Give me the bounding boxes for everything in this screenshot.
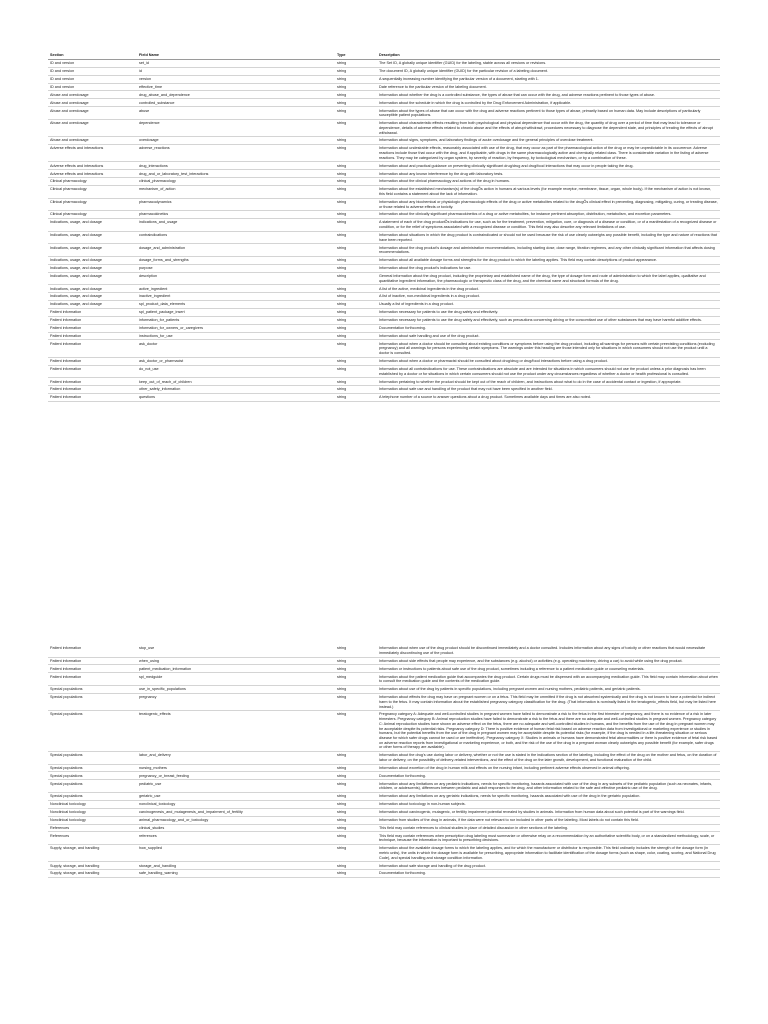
cell-description: Information from studies of the drug in animals, if the data were not relevant to nor included in other parts of the labeling. Most labels do not contain this field. [377, 816, 720, 824]
cell-description: Information about effects the drug may have on pregnant women or on a fetus. This field may be ommitted if the drug is not absorbed systemically and the drug is not known to have a potential for indirect harm to the fetus. It may contain information about the established pregnancy category classification for the drug. (That information is nominally listed in the teratogenic_effects field, but may be listed here instead.) [377, 693, 720, 710]
cell-type: string [335, 231, 377, 244]
table-row [48, 332, 720, 340]
cell-field-name: keep_out_of_reach_of_children [137, 378, 335, 386]
table-row [48, 119, 720, 136]
cell-description: Information about all available dosage forms and strengths for the drug product to which the labeling applies. This field may contain descriptions of product appearance. [377, 256, 720, 264]
cell-type: string [335, 324, 377, 332]
cell-field-name: information_for_owners_or_caregivers [137, 324, 335, 332]
cell-section: Indications, usage, and dosage [48, 219, 137, 232]
cell-type: string [335, 198, 377, 211]
cell-description: Usually a list of ingredients in a drug product. [377, 301, 720, 309]
cell-description: Information about safe storage and handling of the drug product. [377, 862, 720, 870]
header-description: Description [377, 52, 720, 59]
fields-table-1 [48, 52, 720, 402]
cell-section: ID and version [48, 59, 137, 67]
table-row [48, 832, 720, 845]
cell-field-name: nursing_mothers [137, 764, 335, 772]
cell-type: string [335, 316, 377, 324]
cell-field-name: nonclinical_toxicology [137, 800, 335, 808]
cell-field-name: drug_and_or_laboratory_test_interactions [137, 170, 335, 178]
cell-section: Abuse and overdosage [48, 119, 137, 136]
cell-field-name: safe_handling_warning [137, 870, 335, 878]
cell-section: Indications, usage, and dosage [48, 256, 137, 264]
cell-field-name: set_id [137, 59, 335, 67]
cell-section: Patient information [48, 386, 137, 394]
cell-section: Clinical pharmacology [48, 178, 137, 186]
table-row [48, 67, 720, 75]
table-row [48, 870, 720, 878]
cell-section: Patient information [48, 365, 137, 378]
cell-type: string [335, 792, 377, 800]
cell-description: Information about whether the drug is a controlled substance, the types of abuse that can occur with the drug, and adverse reactions pertinent to those types of abuse. [377, 91, 720, 99]
cell-type: string [335, 308, 377, 316]
cell-field-name: when_using [137, 657, 335, 665]
cell-type: string [335, 824, 377, 832]
cell-section: Patient information [48, 657, 137, 665]
cell-section: Indications, usage, and dosage [48, 231, 137, 244]
cell-description: Documentation forthcoming. [377, 772, 720, 780]
cell-field-name: animal_pharmacology_and_or_toxicology [137, 816, 335, 824]
table-row [48, 285, 720, 293]
cell-section: Nonclinical toxicology [48, 808, 137, 816]
table-row [48, 308, 720, 316]
cell-field-name: how_supplied [137, 844, 335, 861]
table-row [48, 99, 720, 107]
table-row [48, 91, 720, 99]
table-row [48, 751, 720, 764]
cell-field-name: version [137, 75, 335, 83]
table-row [48, 340, 720, 357]
cell-field-name: spl_product_data_elements [137, 301, 335, 309]
cell-description: Documentation forthcoming. [377, 324, 720, 332]
cell-section: Patient information [48, 357, 137, 365]
cell-type: string [335, 816, 377, 824]
table-row [48, 178, 720, 186]
cell-type: string [335, 800, 377, 808]
table-row [48, 219, 720, 232]
cell-type: string [335, 107, 377, 120]
table-row [48, 59, 720, 67]
table-row [48, 137, 720, 145]
cell-field-name: pharmacokinetics [137, 211, 335, 219]
cell-type: string [335, 83, 377, 91]
cell-description: Information about any limitations on any geriatric indications, needs for specific monitoring, hazards associated with use of the drug in the geriatric population. [377, 792, 720, 800]
cell-type: string [335, 211, 377, 219]
cell-description: Date reference to the particular version of the labeling document. [377, 83, 720, 91]
cell-description: Information about the drug product's indications for use. [377, 264, 720, 272]
cell-field-name: spl_patient_package_insert [137, 308, 335, 316]
cell-description: Information about when a doctor or pharmacist should be consulted about drug/drug or drug/food interactions before using a drug product. [377, 357, 720, 365]
table-row [48, 244, 720, 257]
cell-description: Information about when use of the drug product should be discontinued immediately and a doctor consulted. Includes information about any signs of toxicity or other reactions that would necessitate immediately discontinuing use of the product. [377, 645, 720, 657]
cell-type: string [335, 711, 377, 752]
table-row [48, 816, 720, 824]
cell-description: Information about the available dosage forms to which the labeling applies, and for which the manufacturer or distributor is responsible. This field ordinarily includes the strength of the dosage form (in metric units), the units in which the dosage form is available for prescribing, appropriate information to facilitate identification of the dosage forms (such as shape, color, coating, scoring, and National Drug Code), and special handling and storage condition information. [377, 844, 720, 861]
table-row [48, 772, 720, 780]
table-row [48, 693, 720, 710]
cell-description: Information about and practical guidance on preventing clinically significant drug/drug and drug/food interactions that may occur in people taking the drug. [377, 162, 720, 170]
cell-type: string [335, 780, 377, 793]
cell-description: Information necessary for patients to use the drug safely and effectively. [377, 308, 720, 316]
cell-description: A sequentially increasing number identifying the particular version of a document, starting with 1. [377, 75, 720, 83]
cell-type: string [335, 293, 377, 301]
cell-section: Clinical pharmacology [48, 198, 137, 211]
cell-type: string [335, 394, 377, 402]
cell-description: Information about the drug's use during labor or delivery, whether or not the use is stated in the indications section of the labeling, including the effect of the drug on the mother and fetus, on the duration of labor or delivery, on the possibility of delivery-related interventions, and the effect of the drug on the later growth, development, and functional maturation of the child. [377, 751, 720, 764]
cell-type: string [335, 332, 377, 340]
cell-type: string [335, 386, 377, 394]
cell-section: Patient information [48, 673, 137, 686]
cell-section: Supply, storage, and handling [48, 844, 137, 861]
cell-field-name: active_ingredient [137, 285, 335, 293]
cell-field-name: ask_doctor_or_pharmacist [137, 357, 335, 365]
table-page-1 [48, 52, 720, 402]
cell-type: string [335, 685, 377, 693]
cell-section: Special populations [48, 693, 137, 710]
cell-description: Pregnancy category A: Adequate and well-controlled studies in pregnant women have failed to demonstrate a risk to the fetus in the first trimester of pregnancy, and there is no evidence of a risk in later trimesters. Pregnancy category B: Animal reproduction studies have failed to demonstrate a risk to the fetus and there are no adequate and well-controlled studies in pregnant women. Pregnancy category C: Animal reproduction studies have shown an adverse effect on the fetus, there are no adequate and well-controlled studies in humans, and the benefits from the use of the drug in pregnant women may be acceptable despite its potential risks. Pregnancy category D: There is positive evidence of human fetal risk based on adverse reaction data from investigational or marketing experience or studies in humans, but the potential benefits from the use of the drug in pregnant women may be acceptable despite its potential risks (for example, if the drug is needed in a life-threatening situation or serious disease for which safer drugs cannot be used or are ineffective). Pregnancy category X: Studies in animals or humans have demonstrated fetal abnormalities or there is positive evidence of fetal risk based on adverse reaction reports from investigational or marketing experience, or both, and the risk of the use of the drug in a pregnant woman clearly outweighs any possible benefit (for example, safer drugs or other forms of therapy are available). [377, 711, 720, 752]
table-row [48, 378, 720, 386]
cell-type: string [335, 67, 377, 75]
table-header-row [48, 52, 720, 59]
cell-description: Information about use of the drug by patients in specific populations, including pregnant women and nursing mothers, pediatric patients, and geriatric patients. [377, 685, 720, 693]
cell-field-name: information_for_patients [137, 316, 335, 324]
cell-section: Special populations [48, 685, 137, 693]
cell-section: Adverse effects and interactions [48, 162, 137, 170]
table-row [48, 293, 720, 301]
cell-description: Information about the types of abuse that can occur with the drug and adverse reactions pertinent to those types of abuse, primarily based on human data. May include descriptions of particularly susceptible patient populations. [377, 107, 720, 120]
cell-description: Information or instructions to patients about safe use of the drug product, sometimes including a reference to a patient medication guide or counseling materials. [377, 665, 720, 673]
table-row [48, 324, 720, 332]
table-row [48, 365, 720, 378]
cell-description: A list of inactive, non-medicinal ingredients in a drug product. [377, 293, 720, 301]
cell-section: ID and version [48, 75, 137, 83]
table-row [48, 665, 720, 673]
cell-section: References [48, 824, 137, 832]
table-row [48, 844, 720, 861]
cell-type: string [335, 645, 377, 657]
table-row [48, 386, 720, 394]
cell-section: Clinical pharmacology [48, 211, 137, 219]
cell-field-name: overdosage [137, 137, 335, 145]
cell-type: string [335, 170, 377, 178]
cell-field-name: contraindications [137, 231, 335, 244]
cell-description: Information pertaining to whether the product should be kept out of the reach of children, and instructions about what to do in the case of accidental contact or ingestion, if appropriate. [377, 378, 720, 386]
cell-field-name: geriatric_use [137, 792, 335, 800]
cell-field-name: id [137, 67, 335, 75]
cell-section: Special populations [48, 772, 137, 780]
cell-type: string [335, 285, 377, 293]
cell-section: Abuse and overdosage [48, 107, 137, 120]
cell-section: Nonclinical toxicology [48, 800, 137, 808]
cell-section: Patient information [48, 645, 137, 657]
cell-section: Indications, usage, and dosage [48, 272, 137, 285]
cell-section: Special populations [48, 792, 137, 800]
cell-type: string [335, 340, 377, 357]
cell-description: Information about the established mechanism(s) of the drugÕs action in humans at various levels (for example receptor, membrane, tissue, organ, whole body). If the mechanism of action is not known, this field contains a statement about the lack of information. [377, 185, 720, 198]
cell-description: Information about excretion of the drug in human milk and effects on the nursing infant, including pertinent adverse effects observed in animal offspring. [377, 764, 720, 772]
table-row [48, 862, 720, 870]
cell-description: Information about carcinogenic, mutagenic, or fertility impairment potential revealed by studies in animals. Information from human data about such potential is part of the warnings field. [377, 808, 720, 816]
cell-description: This field may contain references to clinical studies in place of detailed discussion in other sections of the labeling. [377, 824, 720, 832]
cell-description: Information about undesirable effects, reasonably associated with use of the drug, that may occur as part of the pharmacological action of the drug or may be unpredictable in its occurrence. Adverse reactions include those that occur with the drug, and if applicable, with drugs in the same pharmacologically active and chemically related class. There is considerable variation in the listing of adverse reactions. They may be categorized by organ system, by severity of reaction, by frequency, by toxicological mechanism, or by a combination of these. [377, 145, 720, 162]
cell-type: string [335, 870, 377, 878]
cell-section: Indications, usage, and dosage [48, 244, 137, 257]
cell-field-name: use_in_specific_populations [137, 685, 335, 693]
cell-description: This field may contain references when prescription drug labeling must summarize or otherwise relay on a recommendation by an authoritative scientific body, or on a standardized methodology, scale, or technique, because the information is important to prescribing decisions. [377, 832, 720, 845]
cell-section: Adverse effects and interactions [48, 170, 137, 178]
table-row [48, 357, 720, 365]
cell-field-name: references [137, 832, 335, 845]
cell-field-name: dosage_and_administration [137, 244, 335, 257]
cell-field-name: dependence [137, 119, 335, 136]
cell-type: string [335, 764, 377, 772]
cell-description: Information about safe use and handling of the product that may not have been specified in another field. [377, 386, 720, 394]
cell-description: Information about situations in which the drug product is contraindicated or should not be used because the risk of use clearly outweighs any possible benefit, including the type and nature of reactions that have been reported. [377, 231, 720, 244]
cell-description: Information about when a doctor should be consulted about existing conditions or symptoms before using the drug product, including all warnings for persons with certain preexisting conditions (excluding pregnancy) and all warnings for persons experiencing certain symptoms. The warnings under this heading are those intended only for situations in which consumers should not use the product until a doctor is consulted. [377, 340, 720, 357]
cell-section: Special populations [48, 751, 137, 764]
cell-section: Clinical pharmacology [48, 185, 137, 198]
cell-type: string [335, 219, 377, 232]
table-row [48, 711, 720, 752]
cell-section: Supply, storage, and handling [48, 870, 137, 878]
table-row [48, 170, 720, 178]
table-row [48, 272, 720, 285]
cell-description: Information about toxicology in non-human subjects. [377, 800, 720, 808]
cell-field-name: indications_and_usage [137, 219, 335, 232]
cell-description: General information about the drug product, including the proprietary and established name of the drug, the type of dosage form and route of administration to which the label applies, qualitative and quantitative ingredient information, the pharmacologic or therapeutic class of the drug, and the chemical name and structural formula of the drug. [377, 272, 720, 285]
cell-type: string [335, 772, 377, 780]
cell-field-name: do_not_use [137, 365, 335, 378]
table-row [48, 107, 720, 120]
cell-section: Indications, usage, and dosage [48, 285, 137, 293]
cell-section: Special populations [48, 764, 137, 772]
cell-description: Information about side effects that people may experience, and the substances (e.g. alcohol) or activities (e.g. operating machinery, driving a car) to avoid while using the drug product. [377, 657, 720, 665]
cell-type: string [335, 365, 377, 378]
table-row [48, 75, 720, 83]
cell-field-name: pediatric_use [137, 780, 335, 793]
cell-description: Information necessary for patients to use the drug safely and effectively, such as precautions concerning driving or the concomitant use of other substances that may have harmful additive effects. [377, 316, 720, 324]
cell-section: ID and version [48, 83, 137, 91]
cell-field-name: drug_abuse_and_dependence [137, 91, 335, 99]
cell-field-name: abuse [137, 107, 335, 120]
cell-description: A telephone number of a source to answer questions about a drug product. Sometimes available days and times are also noted. [377, 394, 720, 402]
cell-description: A list of the active, medicinal ingredients in the drug product. [377, 285, 720, 293]
cell-section: Abuse and overdosage [48, 137, 137, 145]
cell-field-name: effective_time [137, 83, 335, 91]
cell-section: Patient information [48, 324, 137, 332]
cell-description: The document ID, A globally unique identifier (GUID) for the particular revision of a labeling document. [377, 67, 720, 75]
cell-field-name: other_safety_information [137, 386, 335, 394]
cell-type: string [335, 693, 377, 710]
table-row [48, 800, 720, 808]
table-row [48, 764, 720, 772]
cell-description: Information about any known interference by the drug with laboratory tests. [377, 170, 720, 178]
table-row [48, 685, 720, 693]
cell-description: Information about the schedule in which the drug is controlled by the Drug Enforcement Administration, if applicable. [377, 99, 720, 107]
table-row [48, 657, 720, 665]
cell-type: string [335, 357, 377, 365]
cell-description: Information about any biochemical or physiologic pharmacologic effects of the drug or active metabolites related to the drugÕs clinical effect in preventing, diagnosing, mitigating, curing, or treating disease, or those related to adverse effects or toxicity. [377, 198, 720, 211]
cell-type: string [335, 808, 377, 816]
cell-section: Supply, storage, and handling [48, 862, 137, 870]
table-row [48, 211, 720, 219]
cell-field-name: ask_doctor [137, 340, 335, 357]
cell-type: string [335, 751, 377, 764]
cell-field-name: stop_use [137, 645, 335, 657]
cell-type: string [335, 832, 377, 845]
cell-description: Information about the drug product's dosage and administration recommendations, including starting dose, dose range, titration regimens, and any other clinically significant information that affects dosing recommendations. [377, 244, 720, 257]
cell-description: A statement of each of the drug productÕs indications for use, such as for the treatment, prevention, mitigation, cure, or diagnosis of a disease or condition, or of a manifestation of a recognized disease or condition, or for the relief of symptoms associated with a recognized disease or condition. This field may also describe any relevant limitations of use. [377, 219, 720, 232]
cell-description: Information about signs, symptoms, and laboratory findings of acute ovedosage and the general principles of overdose treatment. [377, 137, 720, 145]
cell-type: string [335, 673, 377, 686]
cell-section: Patient information [48, 308, 137, 316]
cell-field-name: pharmacodynamics [137, 198, 335, 211]
cell-field-name: dosage_forms_and_strengths [137, 256, 335, 264]
cell-section: Patient information [48, 378, 137, 386]
table-row [48, 185, 720, 198]
cell-section: Indications, usage, and dosage [48, 264, 137, 272]
cell-type: string [335, 657, 377, 665]
cell-field-name: inactive_ingredient [137, 293, 335, 301]
fields-table-2 [48, 645, 720, 878]
cell-description: Documentation forthcoming. [377, 870, 720, 878]
cell-type: string [335, 301, 377, 309]
cell-section: Nonclinical toxicology [48, 816, 137, 824]
cell-section: Patient information [48, 665, 137, 673]
cell-description: Information about characteristic effects resulting from both psychological and physical dependence that occur with the drug, the quantity of drug over a period of time that may lead to tolerance or dependence, details of adverse effects related to chronic abuse and the effects of abrupt withdrawl, procedures necessary to diagnose the dependent state, and principles of treating the effects of abrupt withdrawal. [377, 119, 720, 136]
cell-type: string [335, 256, 377, 264]
cell-field-name: labor_and_delivery [137, 751, 335, 764]
cell-section: Abuse and overdosage [48, 91, 137, 99]
table-row [48, 162, 720, 170]
table-row [48, 198, 720, 211]
cell-field-name: clinical_pharmacology [137, 178, 335, 186]
cell-type: string [335, 91, 377, 99]
cell-type: string [335, 145, 377, 162]
cell-type: string [335, 99, 377, 107]
table-row [48, 145, 720, 162]
cell-description: Information about all contraindications for use. These contraindications are absolute and are intended for situations in which consumers should not use the product unless a prior diagnosis has been established by a doctor or for situations in which certain consumers should not use the product under any circumstances regardless of whether a doctor or health professional is consulted. [377, 365, 720, 378]
cell-type: string [335, 244, 377, 257]
cell-section: Patient information [48, 332, 137, 340]
cell-section: Special populations [48, 711, 137, 752]
cell-field-name: controlled_substance [137, 99, 335, 107]
cell-field-name: storage_and_handling [137, 862, 335, 870]
cell-section: Indications, usage, and dosage [48, 301, 137, 309]
table-row [48, 808, 720, 816]
cell-type: string [335, 272, 377, 285]
cell-field-name: patient_medication_information [137, 665, 335, 673]
cell-description: Information about any limitations on any pediatric indications, needs for specific monitoring, hazards associated with use of the drug in any subsets of the pediatric population (such as neonates, infants, children, or adolescents), differences between pediatric and adult responses to the drug, and other information related to the safe and effective pediatric use of the drug. [377, 780, 720, 793]
cell-section: Indications, usage, and dosage [48, 293, 137, 301]
cell-type: string [335, 59, 377, 67]
table-row [48, 264, 720, 272]
cell-field-name: instructions_for_use [137, 332, 335, 340]
cell-type: string [335, 185, 377, 198]
cell-type: string [335, 162, 377, 170]
cell-section: References [48, 832, 137, 845]
cell-description: Information about the clinical pharmacology and actions of the drug in humans. [377, 178, 720, 186]
cell-type: string [335, 75, 377, 83]
table-row [48, 792, 720, 800]
cell-description: Information about the patient medication guide that accompanies the drug product. Certain drugs must be dispensed with an accompanying medication guide. This field may contain information about when to consult the medication guide and the contents of the medication guide. [377, 673, 720, 686]
cell-description: Information about safe handling and use of the drug product. [377, 332, 720, 340]
cell-description: Information about the clinically significant pharmacokinetics of a drug or active metabolites, for instance pertinent absorption, distribution, metabolism, and excretion parameters. [377, 211, 720, 219]
cell-section: Abuse and overdosage [48, 99, 137, 107]
table-row [48, 780, 720, 793]
cell-field-name: pregnancy_or_breast_feeding [137, 772, 335, 780]
header-type: Type [335, 52, 377, 59]
cell-section: Adverse effects and interactions [48, 145, 137, 162]
table-row [48, 824, 720, 832]
table-row [48, 673, 720, 686]
cell-description: The Set ID, A globally unique identifier (GUID) for the labeling, stable across all versions or revisions. [377, 59, 720, 67]
cell-type: string [335, 178, 377, 186]
cell-field-name: mechanism_of_action [137, 185, 335, 198]
table-row [48, 394, 720, 402]
cell-field-name: purpose [137, 264, 335, 272]
table-row [48, 231, 720, 244]
cell-field-name: description [137, 272, 335, 285]
cell-section: ID and version [48, 67, 137, 75]
cell-type: string [335, 378, 377, 386]
cell-type: string [335, 665, 377, 673]
cell-section: Special populations [48, 780, 137, 793]
cell-type: string [335, 119, 377, 136]
table-row [48, 83, 720, 91]
cell-field-name: spl_medguide [137, 673, 335, 686]
table-row [48, 301, 720, 309]
cell-field-name: pregnancy [137, 693, 335, 710]
header-field-name: Field Name [137, 52, 335, 59]
cell-section: Patient information [48, 394, 137, 402]
cell-field-name: adverse_reactions [137, 145, 335, 162]
table-row [48, 316, 720, 324]
cell-field-name: teratogenic_effects [137, 711, 335, 752]
cell-section: Patient information [48, 340, 137, 357]
cell-field-name: carcinogenesis_and_mutagenesis_and_impairment_of_fertility [137, 808, 335, 816]
cell-field-name: clinical_studies [137, 824, 335, 832]
table-row [48, 645, 720, 657]
table-page-2 [48, 645, 720, 878]
cell-type: string [335, 264, 377, 272]
cell-type: string [335, 862, 377, 870]
cell-type: string [335, 137, 377, 145]
header-section: Section [48, 52, 137, 59]
cell-section: Patient information [48, 316, 137, 324]
table-row [48, 256, 720, 264]
cell-field-name: drug_interactions [137, 162, 335, 170]
cell-field-name: questions [137, 394, 335, 402]
cell-type: string [335, 844, 377, 861]
